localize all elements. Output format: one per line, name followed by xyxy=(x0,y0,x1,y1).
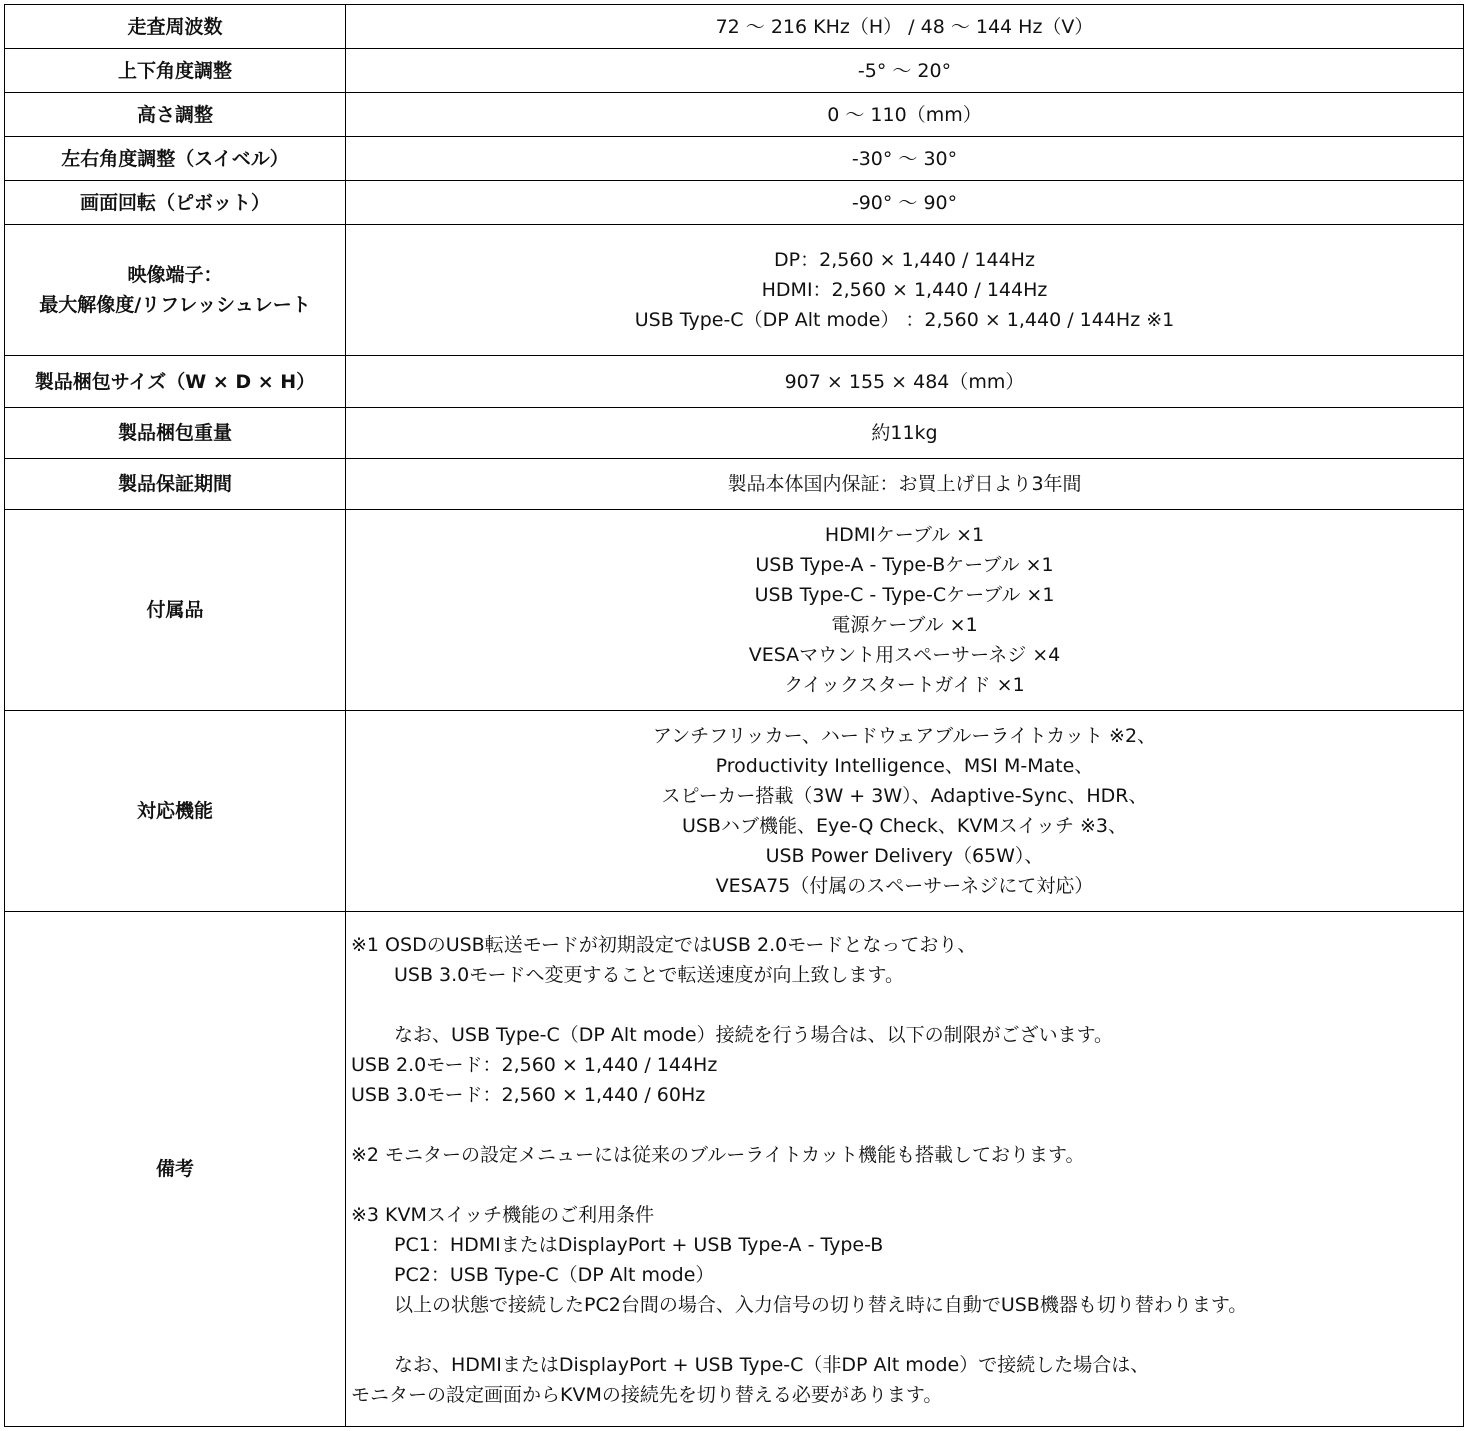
spec-row-scan-frequency xyxy=(5,5,1464,49)
spec-label-line: 最大解像度/リフレッシュレート xyxy=(39,294,311,316)
spec-value xyxy=(346,711,1464,912)
notes-block xyxy=(346,912,1464,1427)
spec-row-package-weight xyxy=(5,408,1464,459)
spec-value-line: DP：2,560 × 1,440 / 144Hz xyxy=(774,249,1035,271)
note-line: ※3 KVMスイッチ機能のご利用条件 xyxy=(351,1204,655,1226)
spec-value: 製品本体国内保証：お買上げ日より3年間 xyxy=(346,459,1464,510)
spec-value xyxy=(346,225,1464,356)
spec-row-notes xyxy=(5,912,1464,1427)
note-line: PC1：HDMIまたはDisplayPort + USB Type-A - Type-B xyxy=(394,1234,884,1256)
note-line: ※2 モニターの設定メニューには従来のブルーライトカット機能も搭載しております。 xyxy=(351,1144,1085,1166)
spec-value: 約11kg xyxy=(346,408,1464,459)
feature-line: アンチフリッカー、ハードウェアブルーライトカット ※2、 xyxy=(652,725,1157,747)
spec-value: -90° ～ 90° xyxy=(346,181,1464,225)
spec-row-warranty xyxy=(5,459,1464,510)
spec-label xyxy=(5,225,346,356)
accessory-item: VESAマウント用スペーサーネジ ×4 xyxy=(748,644,1061,666)
spec-label: 備考 xyxy=(5,912,346,1427)
note-line: なお、HDMIまたはDisplayPort + USB Type-C（非DP Alt mode）で接続した場合は、 xyxy=(394,1354,1150,1376)
feature-line: VESA75（付属のスペーサーネジにて対応） xyxy=(715,875,1094,897)
spec-table xyxy=(4,4,1464,1427)
spec-row-package-size xyxy=(5,356,1464,408)
feature-line: USB Power Delivery（65W）、 xyxy=(765,845,1044,867)
spec-label: 付属品 xyxy=(5,510,346,711)
note-line: ※1 OSDのUSB転送モードが初期設定ではUSB 2.0モードとなっており、 xyxy=(351,934,977,956)
spec-label: 左右角度調整（スイベル） xyxy=(5,137,346,181)
note-line: なお、USB Type-C（DP Alt mode）接続を行う場合は、以下の制限がございます。 xyxy=(394,1024,1114,1046)
spec-row-pivot xyxy=(5,181,1464,225)
note-line: 以上の状態で接続したPC2台間の場合、入力信号の切り替え時に自動でUSB機器も切り替わります。 xyxy=(394,1294,1248,1316)
spec-row-video-inputs xyxy=(5,225,1464,356)
spec-label: 上下角度調整 xyxy=(5,49,346,93)
feature-line: スピーカー搭載（3W + 3W）、Adaptive-Sync、HDR、 xyxy=(661,785,1148,807)
spec-value-line: HDMI：2,560 × 1,440 / 144Hz xyxy=(761,279,1048,301)
spec-label: 製品梱包重量 xyxy=(5,408,346,459)
spec-row-height xyxy=(5,93,1464,137)
note-spacer xyxy=(351,1320,1463,1350)
spec-row-tilt xyxy=(5,49,1464,93)
note-line: USB 2.0モード：2,560 × 1,440 / 144Hz xyxy=(351,1054,718,1076)
note-line: USB 3.0モードへ変更することで転送速度が向上致します。 xyxy=(394,964,904,986)
spec-label: 画面回転（ピボット） xyxy=(5,181,346,225)
spec-label: 対応機能 xyxy=(5,711,346,912)
note-line: PC2：USB Type-C（DP Alt mode） xyxy=(394,1264,715,1286)
spec-row-swivel xyxy=(5,137,1464,181)
spec-label: 製品梱包サイズ（W × D × H） xyxy=(5,356,346,408)
spec-value xyxy=(346,510,1464,711)
spec-value: 907 × 155 × 484（mm） xyxy=(346,356,1464,408)
feature-line: USBハブ機能、Eye-Q Check、KVMスイッチ ※3、 xyxy=(681,815,1128,837)
spec-label: 製品保証期間 xyxy=(5,459,346,510)
spec-value: 0 ～ 110（mm） xyxy=(346,93,1464,137)
accessory-item: クイックスタートガイド ×1 xyxy=(784,674,1025,696)
spec-label-line: 映像端子： xyxy=(127,264,223,286)
note-line: モニターの設定画面からKVMの接続先を切り替える必要があります。 xyxy=(351,1384,943,1406)
feature-line: Productivity Intelligence、MSI M-Mate、 xyxy=(715,755,1094,777)
spec-value: -30° ～ 30° xyxy=(346,137,1464,181)
note-spacer xyxy=(351,1110,1463,1140)
accessory-item: 電源ケーブル ×1 xyxy=(831,614,978,636)
spec-label: 走査周波数 xyxy=(5,5,346,49)
spec-row-accessories xyxy=(5,510,1464,711)
spec-label: 高さ調整 xyxy=(5,93,346,137)
accessory-item: USB Type-A - Type-Bケーブル ×1 xyxy=(755,554,1054,576)
accessory-item: HDMIケーブル ×1 xyxy=(824,524,985,546)
note-spacer xyxy=(351,1170,1463,1200)
spec-value-line: USB Type-C（DP Alt mode） ：2,560 × 1,440 / 144Hz ※1 xyxy=(634,309,1175,331)
spec-value: 72 ～ 216 KHz（H） / 48 ～ 144 Hz（V） xyxy=(346,5,1464,49)
spec-value: -5° ～ 20° xyxy=(346,49,1464,93)
accessory-item: USB Type-C - Type-Cケーブル ×1 xyxy=(754,584,1055,606)
spec-row-features xyxy=(5,711,1464,912)
note-line: USB 3.0モード：2,560 × 1,440 / 60Hz xyxy=(351,1084,706,1106)
note-spacer xyxy=(351,990,1463,1020)
